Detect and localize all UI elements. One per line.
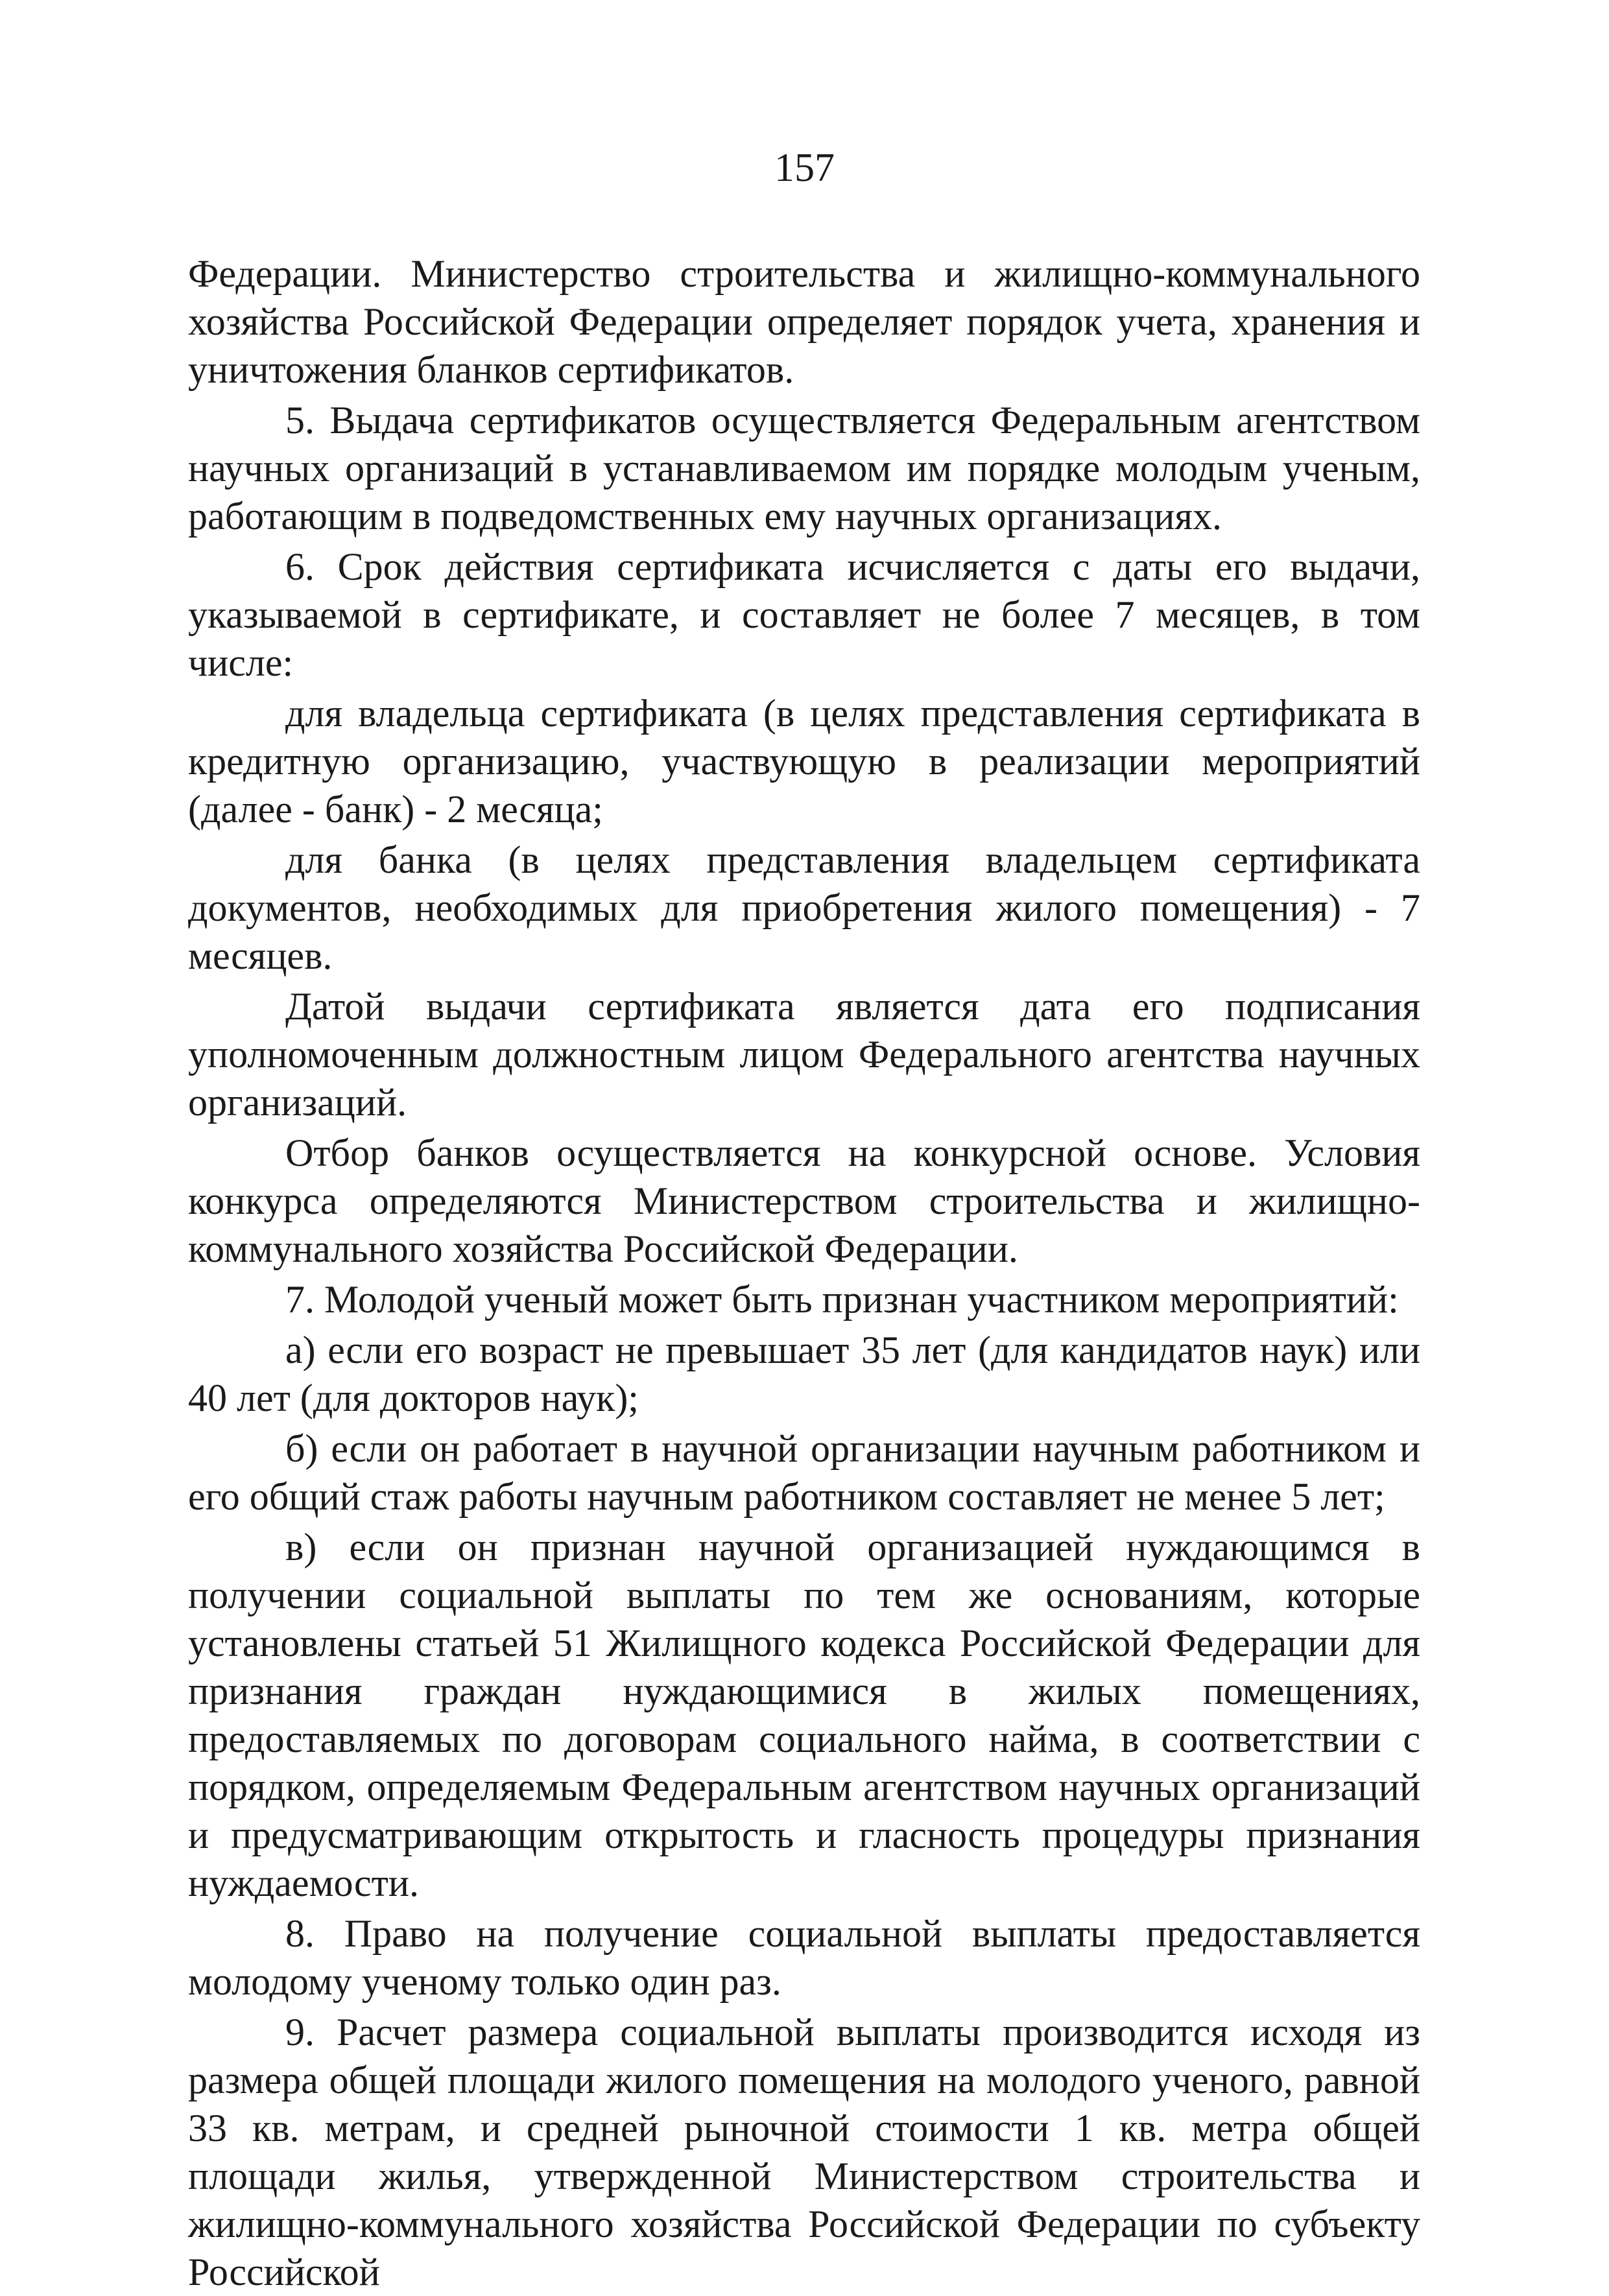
paragraph-item-8: 8. Право на получение социальной выплаты предоставляется молодому ученому только один раз. [188,1912,1420,2003]
paragraph-item-9: 9. Расчет размера социальной выплаты производится исходя из размера общей площади жилого помещения на молодого ученого, равной 33 кв. метрам, и средней рыночной стоимости 1 кв. метра общей площади жилья, утвержденной Министерством строительства и жилищно-коммунального хозяйства Российской Федерации по субъекту Российской [188,2011,1420,2293]
paragraph-item-7v: в) если он признан научной организацией нуждающимся в получении социальной выплаты по тем же основаниям, которые установлены статьей 51 Жилищного кодекса Российской Федерации для признания граждан нуждающимися в жилых помещениях, предоставляемых по договорам социального найма, в соответствии с порядком, определяемым Федеральным агентством научных организаций и предусматривающим открытость и гласность процедуры признания нуждаемости. [188,1526,1420,1904]
paragraph-item-6: 6. Срок действия сертификата исчисляется с даты его выдачи, указываемой в сертификате, и составляет не более 7 месяцев, в том числе: [188,545,1420,684]
page-number: 157 [774,146,835,190]
paragraph-bank-selection: Отбор банков осуществляется на конкурсной основе. Условия конкурса определяются Министерством строительства и жилищно-коммунального хозяйства Российской Федерации. [188,1131,1420,1270]
paragraph-item-7b: б) если он работает в научной организации научным работником и его общий стаж работы научным работником составляет не менее 5 лет; [188,1427,1420,1518]
paragraph-bank: для банка (в целях представления владельцем сертификата документов, необходимых для приобретения жилого помещения) - 7 месяцев. [188,838,1420,977]
paragraph-issue-date: Датой выдачи сертификата является дата его подписания уполномоченным должностным лицом Федерального агентства научных организаций. [188,985,1420,1124]
document-body [188,250,1420,2296]
paragraph-item-5: 5. Выдача сертификатов осуществляется Федеральным агентством научных организаций в устанавливаемом им порядке молодым ученым, работающим в подведомственных ему научных организациях. [188,399,1420,538]
paragraph-certificate-holder: для владельца сертификата (в целях представления сертификата в кредитную организацию, участвующую в реализации мероприятий (далее - банк) - 2 месяца; [188,692,1420,831]
paragraph-continuation: Федерации. Министерство строительства и жилищно-коммунального хозяйства Российской Федерации определяет порядок учета, хранения и уничтожения бланков сертификатов. [188,252,1420,391]
paragraph-item-7a: а) если его возраст не превышает 35 лет (для кандидатов наук) или 40 лет (для докторов наук); [188,1329,1420,1419]
paragraph-item-7: 7. Молодой ученый может быть признан участником мероприятий: [285,1278,1399,1321]
